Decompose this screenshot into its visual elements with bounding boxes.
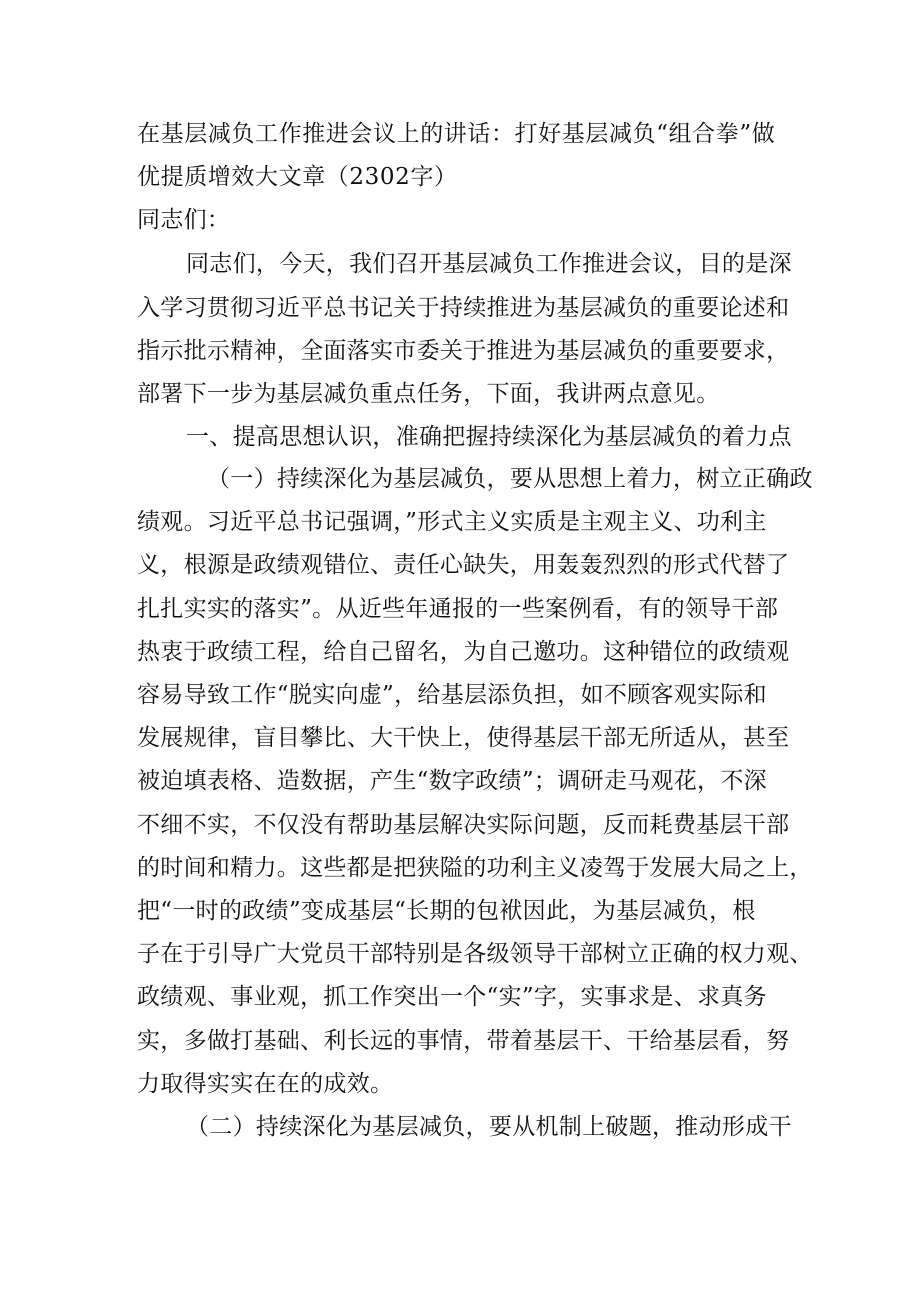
- sub1-line-8: 被迫填表格、造数据，产生“数字政绩”；调研走马观花，不深: [137, 768, 767, 794]
- sub1-line-4: 扎扎实实的落实”。从近些年通报的一些案例看，有的领导干部: [137, 596, 779, 622]
- sub1-line-12: 子在于引导广大党员干部特别是各级领导干部树立正确的权力观、: [137, 941, 813, 967]
- sub1-line-9: 不细不实，不仅没有帮助基层解决实际问题，反而耗费基层干部: [137, 812, 790, 838]
- sub1-line-2: 绩观。习近平总书记强调，”形式主义实质是主观主义、功利主: [137, 509, 767, 535]
- sub1-line-3: 义，根源是政绩观错位、责任心缺失，用轰轰烈烈的形式代替了: [137, 552, 790, 578]
- intro-line-2: 入学习贯彻习近平总书记关于持续推进为基层减负的重要论述和: [137, 295, 790, 321]
- sub1-line-13: 政绩观、事业观，抓工作突出一个“实”字，实事求是、求真务: [137, 984, 767, 1010]
- intro-line-4: 部署下一步为基层减负重点任务，下面，我讲两点意见。: [137, 381, 720, 407]
- document-title-line-1: 在基层减负工作推进会议上的讲话：打好基层减负“组合拳”做: [137, 121, 776, 147]
- document-title-line-2: 优提质增效大文章（2302字）: [137, 164, 458, 190]
- intro-line-3: 指示批示精神，全面落实市委关于推进为基层减负的重要要求，: [137, 338, 790, 364]
- intro-line-1: 同志们，今天，我们召开基层减负工作推进会议，目的是深: [186, 251, 792, 277]
- sub2-line-1: （二）持续深化为基层减负，要从机制上破题，推动形成干: [186, 1114, 792, 1140]
- sub1-line-10: 的时间和精力。这些都是把狭隘的功利主义凌驾于发展大局之上，: [137, 855, 813, 881]
- sub1-line-6: 容易导致工作“脱实向虚”，给基层添负担，如不顾客观实际和: [137, 682, 767, 708]
- section-1-heading: 一、提高思想认识，准确把握持续深化为基层减负的着力点: [186, 424, 792, 450]
- sub1-line-11: 把“一时的政绩”变成基层“长期的包袱因此，为基层减负，根: [137, 898, 756, 924]
- sub1-line-15: 力取得实实在在的成效。: [137, 1071, 394, 1097]
- sub1-line-7: 发展规律，盲目攀比、大干快上，使得基层干部无所适从，甚至: [137, 725, 790, 751]
- sub1-line-14: 实，多做打基础、利长远的事情，带着基层干、干给基层看，努: [137, 1028, 790, 1054]
- sub1-line-1: （一）持续深化为基层减负，要从思想上着力，树立正确政: [207, 466, 813, 492]
- sub1-line-5: 热衷于政绩工程，给自己留名，为自己邀功。这种错位的政绩观: [137, 639, 790, 665]
- salutation: 同志们：: [137, 207, 231, 233]
